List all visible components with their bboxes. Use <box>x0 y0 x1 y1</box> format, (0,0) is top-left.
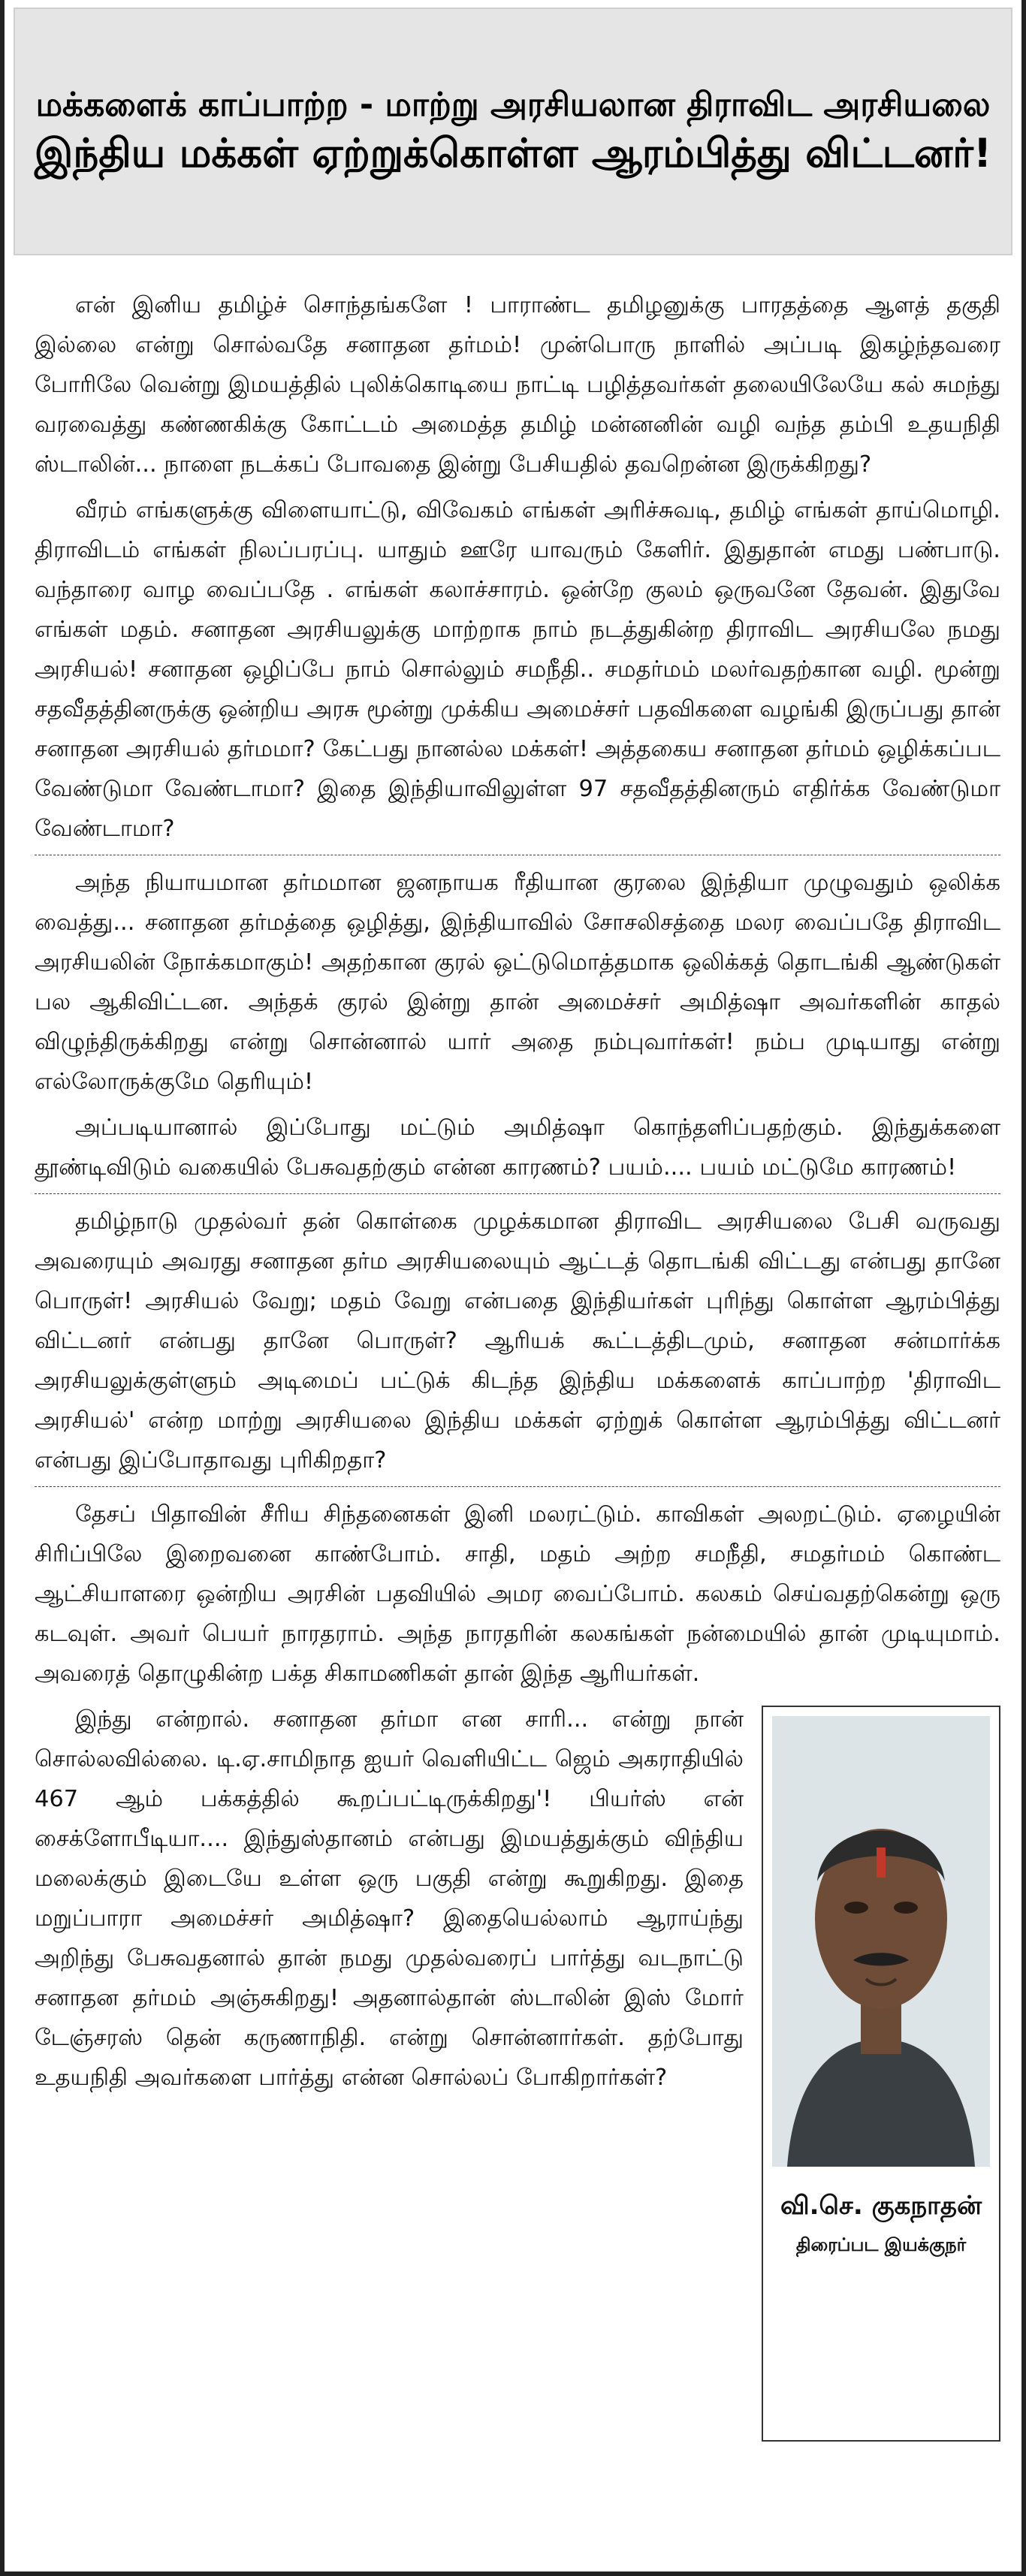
author-byline <box>763 2188 999 2260</box>
article-paragraph: தேசப் பிதாவின் சீரிய சிந்தனைகள் இனி மலரட்டும். காவிகள் அலறட்டும். ஏழையின் சிரிப்பிலே இறைவனை காண்போம். சாதி, மதம் அற்ற சமநீதி, சமதர்மம் கொண்ட ஆட்சியாளரை ஒன்றிய அரசின் பதவியில் அமர வைப்போம். கலகம் செய்வதற்கென்று ஒரு கடவுள். அவர் பெயர் நாரதராம். அந்த நாரதரின் கலகங்கள் நன்மையில் தான் முடியுமாம். அவரைத் தொழுகின்ற பக்த சிகாமணிகள் தான் இந்த ஆரியர்கள். <box>35 1501 1000 1687</box>
paragraph-divider <box>35 1486 1000 1487</box>
author-photo <box>772 1716 990 2167</box>
article-paragraph: தமிழ்நாடு முதல்வர் தன் கொள்கை முழக்கமான திராவிட அரசியலை பேசி வருவது அவரையும் அவரது சனாதன தர்ம அரசியலையும் ஆட்டத் தொடங்கி விட்டது என்பது தானே பொருள்! அரசியல் வேறு; மதம் வேறு என்பதை இந்தியர்கள் புரிந்து கொள்ள ஆரம்பித்து விட்டனர் என்பது தானே பொருள்? ஆரியக் கூட்டத்திடமும், சனாதன சன்மார்க்க அரசியலுக்குள்ளும் அடிமைப் பட்டுக் கிடந்த இந்திய மக்களைக் காப்பாற்ற 'திராவிட அரசியல்' என்ற மாற்று அரசியலை இந்திய மக்கள் ஏற்றுக் கொள்ள ஆரம்பித்து விட்டனர் என்பது இப்போதாவது புரிகிறதா? <box>35 1208 1000 1474</box>
headline-box <box>14 8 1012 255</box>
author-portrait-icon <box>772 1716 990 2167</box>
author-box <box>762 1706 1000 2442</box>
article-paragraph: அந்த நியாயமான தர்மமான ஜனநாயக ரீதியான குரலை இந்தியா முழுவதும் ஒலிக்க வைத்து... சனாதன தர்மத்தை ஒழித்து, இந்தியாவில் சோசலிசத்தை மலர வைப்பதே திராவிட அரசியலின் நோக்கமாகும்! அதற்கான குரல் ஒட்டுமொத்தமாக ஒலிக்கத் தொடங்கி ஆண்டுகள் பல ஆகிவிட்டன. அந்தக் குரல் இன்று தான் அமைச்சர் அமித்ஷா அவர்களின் காதல் விழுந்திருக்கிறது என்று சொன்னால் யார் அதை நம்புவார்கள்! நம்ப முடியாது என்று எல்லோருக்குமே தெரியும்! <box>35 870 1000 1095</box>
author-name: வி.செ. குகநாதன் <box>780 2191 982 2221</box>
author-role: திரைப்பட இயக்குநர் <box>795 2234 967 2255</box>
paragraph-divider <box>35 1193 1000 1194</box>
headline-line-1: மக்களைக் காப்பாற்ற - மாற்று அரசியலான திராவிட அரசியலை <box>35 85 991 124</box>
article-paragraph: என் இனிய தமிழ்ச் சொந்தங்களே ! பாராண்ட தமிழனுக்கு பாரதத்தை ஆளத் தகுதி இல்லை என்று சொல்வதே சனாதன தர்மம்! முன்பொரு நாளில் அப்படி இகழ்ந்தவரை போரிலே வென்று இமயத்தில் புலிக்கொடியை நாட்டி பழித்தவர்கள் தலையிலேயே கல் சுமந்து வரவைத்து கண்ணகிக்கு கோட்டம் அமைத்த தமிழ் மன்னனின் வழி வந்த தம்பி உதயநிதி ஸ்டாலின்... நாளை நடக்கப் போவதை இன்று பேசியதில் தவறென்ன இருக்கிறது? <box>35 292 1000 478</box>
article-paragraph: அப்படியானால் இப்போது மட்டும் அமித்ஷா கொந்தளிப்பதற்கும். இந்துக்களை தூண்டிவிடும் வகையில் பேசுவதற்கும் என்ன காரணம்? பயம்.... பயம் மட்டுமே காரணம்! <box>35 1115 1000 1181</box>
article-paragraph-last: இந்து என்றால். சனாதன தர்மா என சாரி... என்று நான் சொல்லவில்லை. டி.ஏ.சாமிநாத ஐயர் வெளியிட்ட ஜெம் அகராதியில் 467 ஆம் பக்கத்தில் கூறப்பட்டிருக்கிறது'! பியர்ஸ் என் சைக்ளோபீடியா.... இந்துஸ்தானம் என்பது இமயத்துக்கும் விந்திய மலைக்கும் இடையே உள்ள ஒரு பகுதி என்று கூறுகிறது. இதை மறுப்பாரா அமைச்சர் அமித்ஷா? இதையெல்லாம் ஆராய்ந்து அறிந்து பேசுவதனால் தான் நமது முதல்வரைப் பார்த்து வடநாட்டு சனாதன தர்மம் அஞ்சுகிறது! அதனால்தான் ஸ்டாலின் இஸ் மோர் டேஞ்சரஸ் தென் கருணாநிதி. என்று சொன்னார்கள். தற்போது உதயநிதி அவர்களை பார்த்து என்ன சொல்லப் போகிறார்கள்? <box>35 1706 744 2091</box>
article-body <box>35 285 1000 2442</box>
headline-line-2: இந்திய மக்கள் ஏற்றுக்கொள்ள ஆரம்பித்து விட்டனர்! <box>34 130 992 176</box>
article-paragraph: வீரம் எங்களுக்கு விளையாட்டு, விவேகம் எங்கள் அரிச்சுவடி, தமிழ் எங்கள் தாய்மொழி. திராவிடம் எங்கள் நிலப்பரப்பு. யாதும் ஊரே யாவரும் கேளிர். இதுதான் எமது பண்பாடு. வந்தாரை வாழ வைப்பதே . எங்கள் கலாச்சாரம். ஒன்றே குலம் ஒருவனே தேவன். இதுவே எங்கள் மதம். சனாதன அரசியலுக்கு மாற்றாக நாம் நடத்துகின்ற திராவிட அரசியலே நமது அரசியல்! சனாதன ஒழிப்பே நாம் சொல்லும் சமநீதி.. சமதர்மம் மலர்வதற்கான வழி. மூன்று சதவீதத்தினருக்கு ஒன்றிய அரசு மூன்று முக்கிய அமைச்சர் பதவிகளை வழங்கி இருப்பது தான் சனாதன அரசியல் தர்மமா? கேட்பது நானல்ல மக்கள்! அத்தகைய சனாதன தர்மம் ஒழிக்கப்பட வேண்டுமா வேண்டாமா? இதை இந்தியாவிலுள்ள 97 சதவீதத்தினரும் எதிர்க்க வேண்டுமா வேண்டாமா? <box>35 497 1000 842</box>
